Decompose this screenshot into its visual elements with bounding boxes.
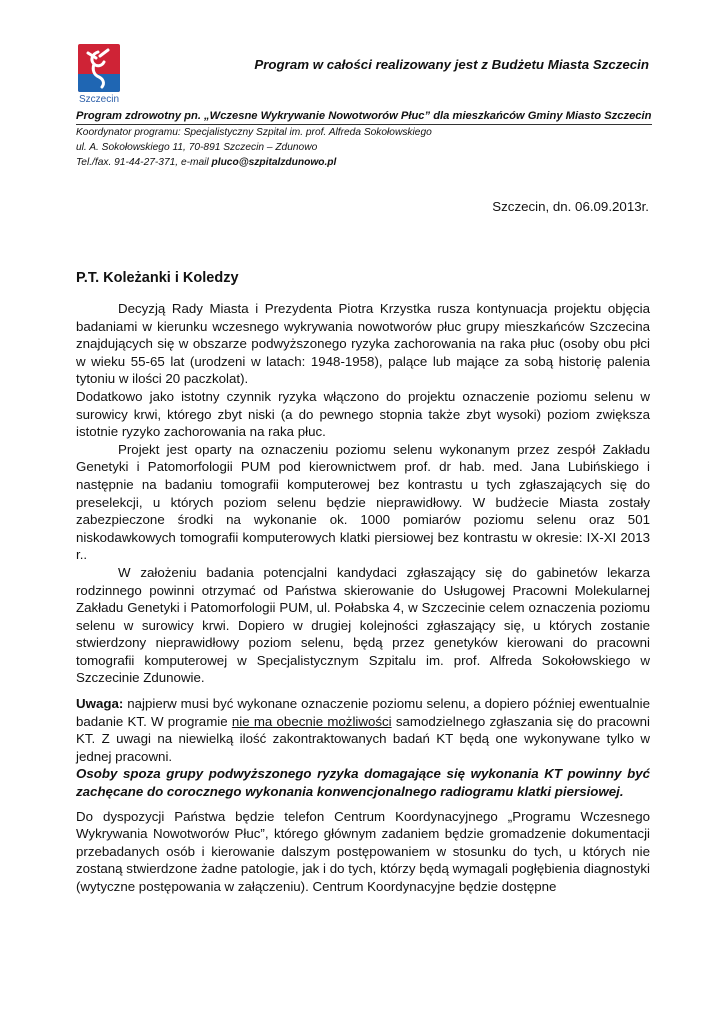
paragraph-4: W założeniu badania potencjalni kandydaci zgłaszający się do gabinetów lekarza rodzinnego powinni otrzymać od Państwa skierowanie do Usługowej Pracowni Molekularnej Zakładu Genetyki i Patomorfologii PUM, ul. Połabska 4, w Szczecinie celem oznaczenia poziomu selenu w surowicy krwi. Dopiero w drugiej kolejności zgłaszający się, u których zostanie stwierdzony nieprawidłowy poziom selenu, będą przez genetyków kierowani do pracowni tomografii komputerowej w Specjalistycznym Szpitalu im. prof. Alfreda Sokołowskiego w Szczecinie Zdunowie. xyxy=(76,564,650,686)
contact-phone: Tel./fax. 91-44-27-371, e-mail xyxy=(76,157,212,168)
note-label: Uwaga: xyxy=(76,696,124,712)
letter-body xyxy=(76,300,650,896)
contact-email: pluco@szpitalzdunowo.pl xyxy=(211,157,337,168)
paragraph-6-emphasis: Osoby spoza grupy podwyższonego ryzyka domagające się wykonania KT powinny być zachęcane do corocznego wykonania konwencjonalnego radiogramu klatki piersiowej. xyxy=(76,766,650,800)
szczecin-logo xyxy=(72,44,126,106)
salutation: P.T. Koleżanki i Koledzy xyxy=(76,270,239,286)
note-text-a: najpierw musi być wykonane oznaczenie poziomu selenu, a dopiero później ewentualnie badanie KT. W programie xyxy=(76,696,650,729)
address-line: ul. A. Sokołowskiego 11, 70-891 Szczecin – Zdunowo xyxy=(76,142,318,153)
contact-line xyxy=(76,157,336,168)
letter-date: Szczecin, dn. 06.09.2013r. xyxy=(492,199,649,214)
header-slogan: Program w całości realizowany jest z Budżetu Miasta Szczecin xyxy=(254,57,649,72)
paragraph-5-note xyxy=(76,695,650,765)
paragraph-7: Do dyspozycji Państwa będzie telefon Centrum Koordynacyjnego „Programu Wczesnego Wykrywania Nowotworów Płuc”, którego głównym zadaniem będzie gromadzenie dokumentacji przebadanych osób i kierowanie dalszym postępowaniem w stosunku do tych, u których nie zostaną stwierdzone żadne patologie, jak i do tych, którzy będą wymagali pogłębienia diagnostyki (wytyczne postępowania w załączeniu). Centrum Koordynacyjne będzie dostępne xyxy=(76,808,650,894)
coordinator-line: Koordynator programu: Specjalistyczny Szpital im. prof. Alfreda Sokołowskiego xyxy=(76,127,432,138)
header-divider xyxy=(76,124,652,125)
griffin-icon xyxy=(78,44,120,92)
program-title: Program zdrowotny pn. „Wczesne Wykrywanie Nowotworów Płuc” dla mieszkańców Gminy Miasto Szczecin xyxy=(76,110,652,122)
logo-city-name: Szczecin xyxy=(78,94,119,105)
note-underlined: nie ma obecnie możliwości xyxy=(231,713,392,729)
logo-emblem xyxy=(78,44,120,92)
paragraph-1: Decyzją Rady Miasta i Prezydenta Piotra Krzystka rusza kontynuacja projektu objęcia badaniami w kierunku wczesnego wykrywania nowotworów płuc grupy mieszkańców Szczecina znajdujących się w obszarze podwyższonego ryzyka zachorowania na raka płuc (osoby obu płci w wieku 55-65 lat (urodzeni w latach: 1948-1958), palące lub mające za sobą historię palenia tytoniu w ilości 20 paczkolat). xyxy=(76,301,650,387)
paragraph-2: Dodatkowo jako istotny czynnik ryzyka włączono do projektu oznaczenie poziomu selenu w surowicy krwi, którego zbyt niski (a do pewnego stopnia także zbyt wysoki) poziom zwiększa istotnie ryzyko zachorowania na raka płuc. xyxy=(76,388,650,440)
paragraph-3: Projekt jest oparty na oznaczeniu poziomu selenu wykonanym przez zespół Zakładu Genetyki i Patomorfologii PUM pod kierownictwem prof. dr hab. med. Jana Lubińskiego i następnie na badaniu tomografii komputerowej bez kontrastu u tych zgłaszających się do preselekcji, u których poziom selenu będzie nieprawidłowy. W budżecie Miasta zostały zabezpieczone środki na wykonanie ok. 1000 pomiarów poziomu selenu oraz 501 niskodawkowych tomografii komputerowych klatki piersiowej bez kontrastu w okresie: IX-XI 2013 r.. xyxy=(76,441,650,563)
note-text-b: samodzielnego zgłaszania się do pracowni KT. Z uwagi na niewielką ilość zakontraktowanych badań KT będą one wykonywane tylko w jednej pracowni. xyxy=(76,713,651,764)
